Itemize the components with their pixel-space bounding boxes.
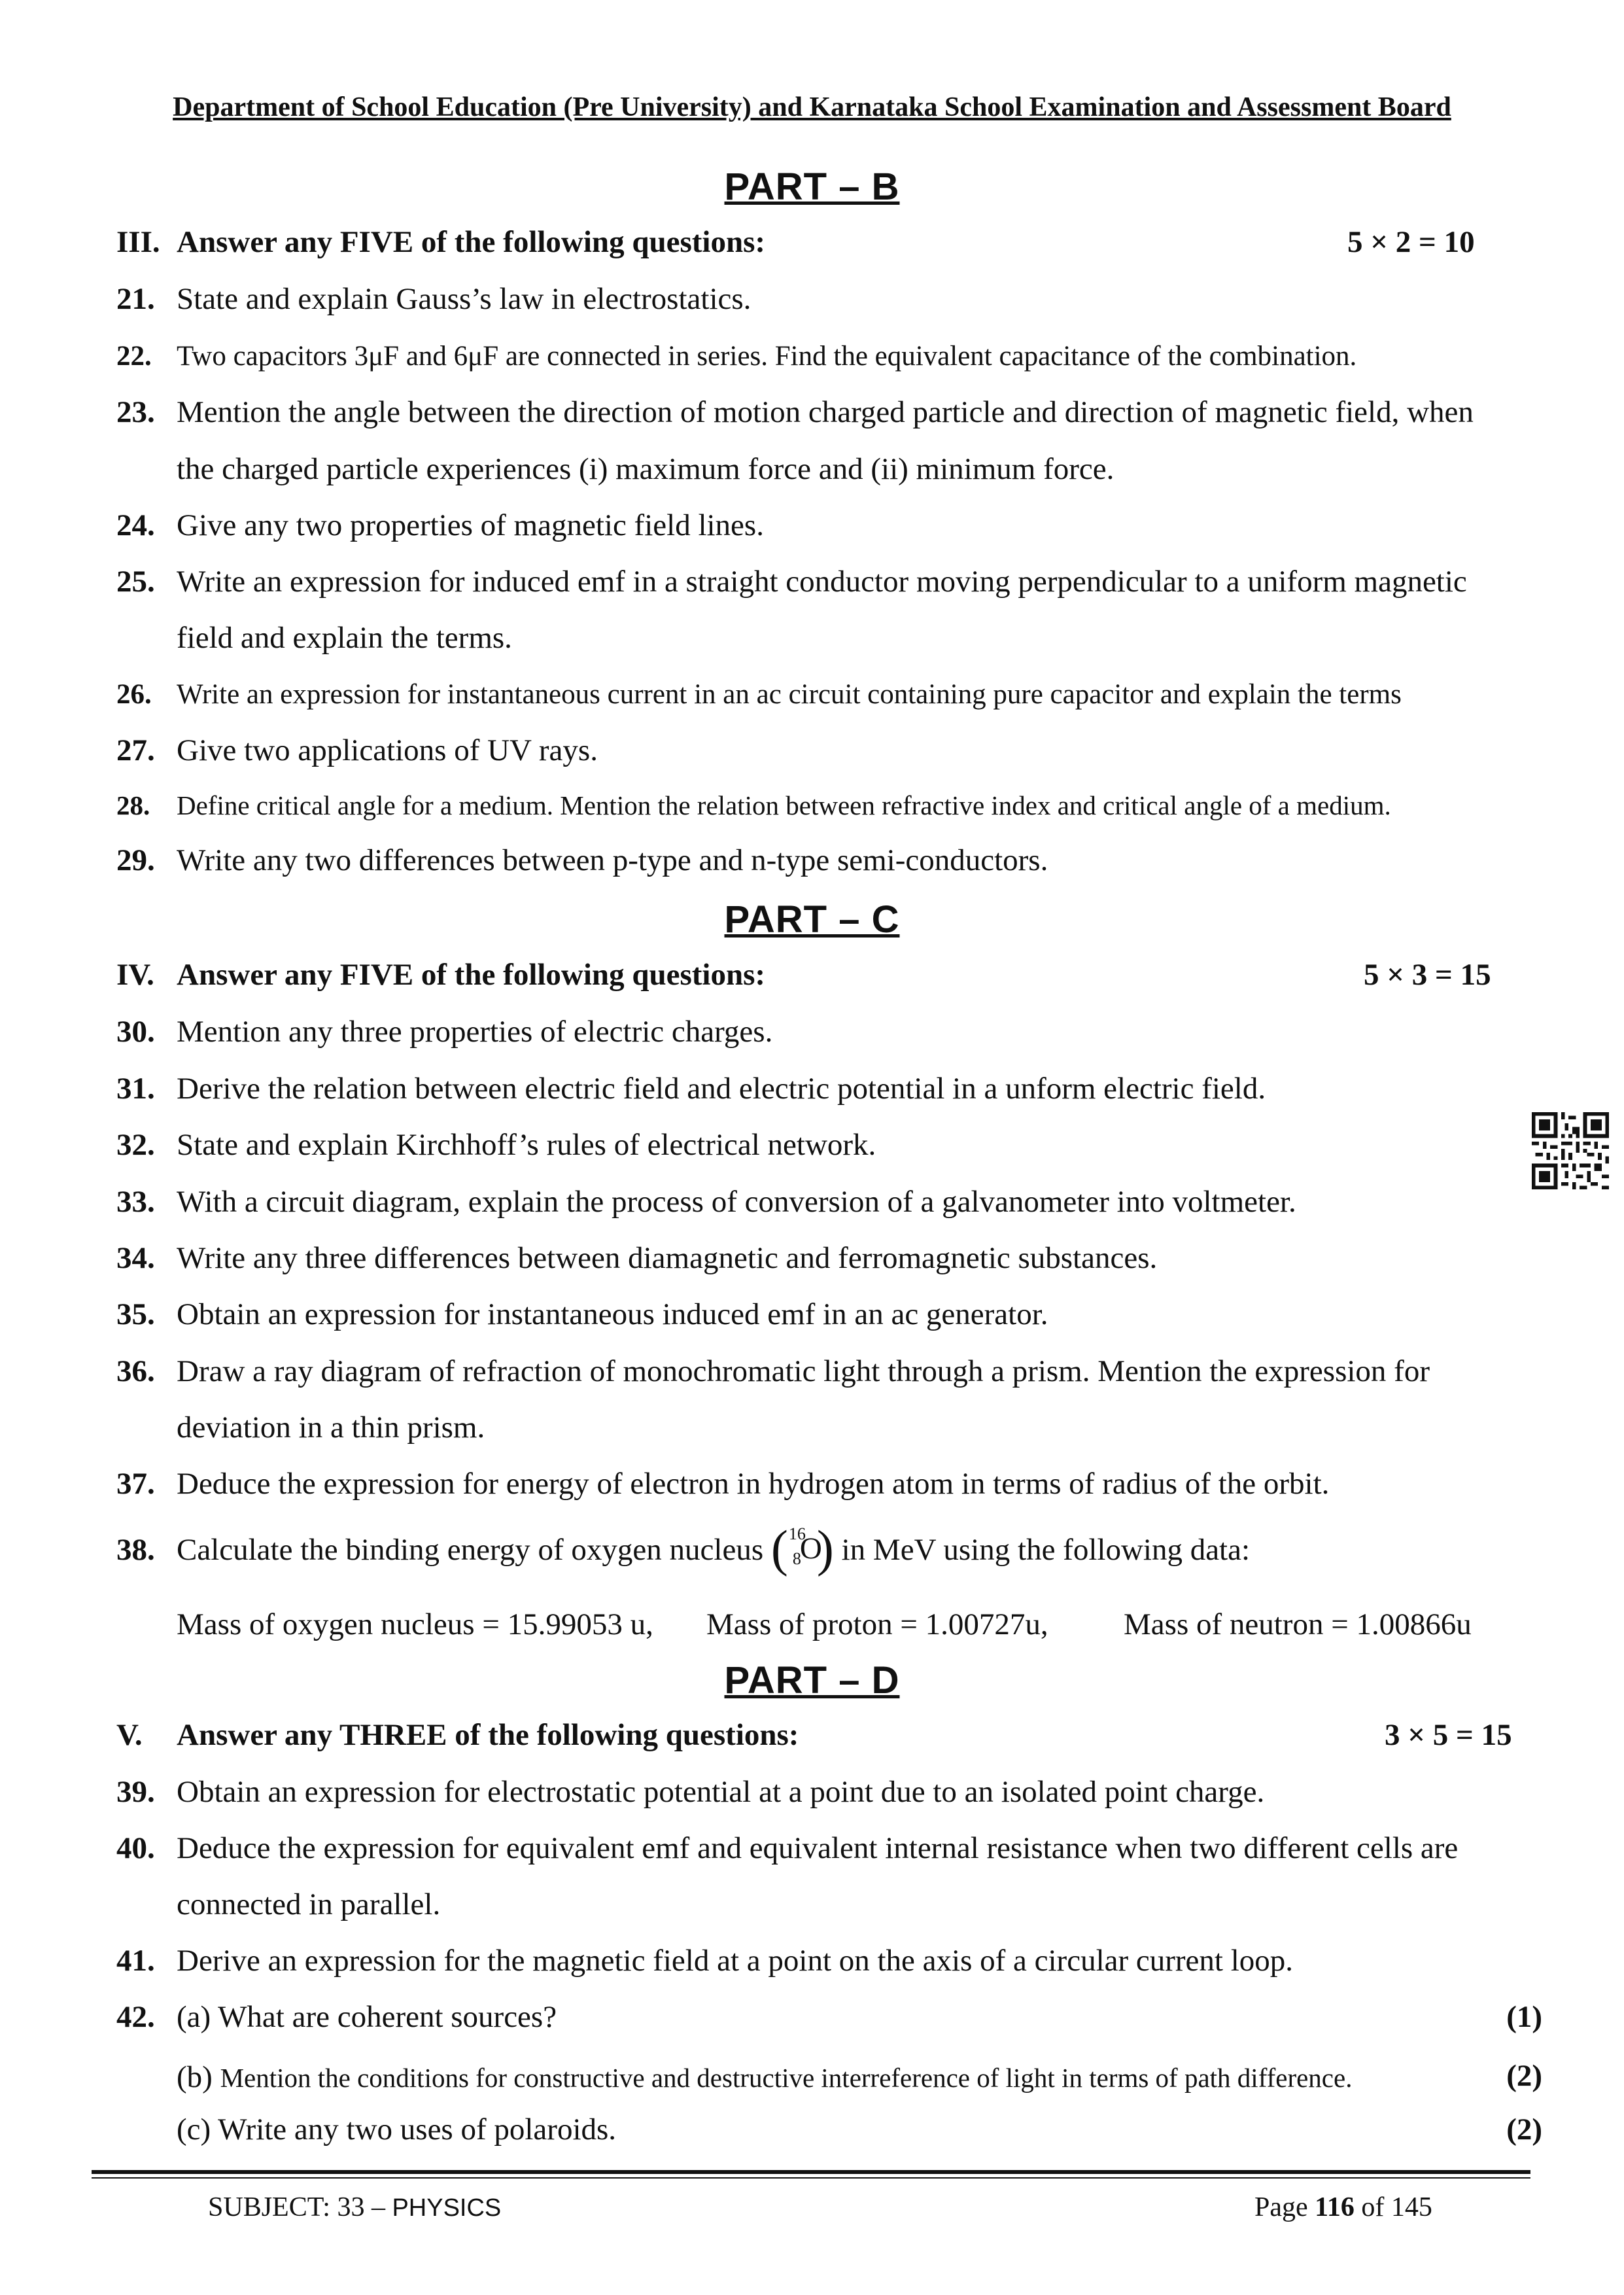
question-28: 28. Define critical angle for a medium. Mention the relation between refractive index and critical angle of a medium. <box>116 790 1391 820</box>
footer-divider-thin <box>92 2177 1530 2179</box>
part-d-title: PART – D <box>724 1659 900 1702</box>
board-header: Department of School Education (Pre University) and Karnataka School Examination and Assessment Board <box>173 92 1451 122</box>
part-b-marks: 5 × 2 = 10 <box>1347 225 1475 259</box>
footer-divider-thick <box>92 2170 1530 2174</box>
question-42b-marks: (2) <box>1506 2059 1542 2093</box>
part-c-title: PART – C <box>724 898 900 941</box>
question-25: 25. Write an expression for induced emf in a straight conductor moving perpendicular to a uniform magnetic <box>116 565 1467 599</box>
question-39: 39. Obtain an expression for electrostatic potential at a point due to an isolated point charge. <box>116 1775 1265 1809</box>
question-26: 26. Write an expression for instantaneous current in an ac circuit containing pure capacitor and explain the terms <box>116 679 1402 710</box>
question-22: 22. Two capacitors 3μF and 6μF are connected in series. Find the equivalent capacitance of the combination. <box>116 341 1357 372</box>
question-41: 41. Derive an expression for the magnetic field at a point on the axis of a circular current loop. <box>116 1944 1294 1978</box>
part-c-marks: 5 × 3 = 15 <box>1364 958 1491 992</box>
mass-neutron: Mass of neutron = 1.00866u <box>1124 1607 1472 1641</box>
question-23: 23. Mention the angle between the direction of motion charged particle and direction of magnetic field, when <box>116 395 1474 429</box>
footer-page-number: Page 116 of 145 <box>1254 2192 1432 2222</box>
question-40-line2: connected in parallel. <box>177 1887 441 1921</box>
question-42b: (b) Mention the conditions for constructive and destructive interreference of light in terms of path difference. <box>177 2060 1353 2094</box>
question-35: 35. Obtain an expression for instantaneous induced emf in an ac generator. <box>116 1297 1048 1331</box>
question-33: 33. With a circuit diagram, explain the process of conversion of a galvanometer into voltmeter. <box>116 1185 1296 1219</box>
question-21: 21. State and explain Gauss’s law in electrostatics. <box>116 282 752 316</box>
part-c-instruction <box>116 957 765 992</box>
question-30: 30. Mention any three properties of electric charges. <box>116 1015 773 1049</box>
question-27: 27. Give two applications of UV rays. <box>116 733 598 767</box>
section-label: V. <box>116 1718 143 1752</box>
part-b-instruction <box>116 224 765 260</box>
question-38: 38. Calculate the binding energy of oxygen nucleus ( 16 8 O ) in MeV using the following data: <box>116 1520 1251 1577</box>
question-37: 37. Deduce the expression for energy of electron in hydrogen atom in terms of radius of the orbit. <box>116 1467 1330 1501</box>
question-32: 32. State and explain Kirchhoff’s rules of electrical network. <box>116 1128 876 1162</box>
section-label: IV. <box>116 958 154 992</box>
question-40: 40. Deduce the expression for equivalent emf and equivalent internal resistance when two different cells are <box>116 1831 1459 1865</box>
question-36: 36. Draw a ray diagram of refraction of monochromatic light through a prism. Mention the expression for <box>116 1354 1430 1388</box>
question-42a: 42. (a) What are coherent sources? <box>116 2000 557 2034</box>
question-23-line2: the charged particle experiences (i) maximum force and (ii) minimum force. <box>177 452 1114 486</box>
mass-oxygen-nucleus: Mass of oxygen nucleus = 15.99053 u, <box>177 1607 653 1641</box>
question-42c: (c) Write any two uses of polaroids. <box>177 2112 617 2146</box>
question-29: 29. Write any two differences between p-type and n-type semi-conductors. <box>116 843 1048 877</box>
mass-proton: Mass of proton = 1.00727u, <box>706 1607 1048 1641</box>
section-label: III. <box>116 225 160 259</box>
qr-code-image <box>1532 1112 1609 1189</box>
part-b-title: PART – B <box>724 166 900 208</box>
oxygen-nucleus-notation: ( 16 8 O ) <box>770 1520 834 1577</box>
question-25-line2: field and explain the terms. <box>177 621 512 655</box>
question-36-line2: deviation in a thin prism. <box>177 1410 485 1445</box>
question-24: 24. Give any two properties of magnetic field lines. <box>116 508 764 542</box>
instruction-text: Answer any FIVE of the following questions: <box>177 225 766 259</box>
footer-subject: SUBJECT: 33 – PHYSICS <box>208 2192 502 2222</box>
instruction-text: Answer any THREE of the following questions: <box>177 1718 799 1752</box>
part-d-marks: 3 × 5 = 15 <box>1385 1718 1512 1752</box>
question-34: 34. Write any three differences between diamagnetic and ferromagnetic substances. <box>116 1241 1158 1275</box>
instruction-text: Answer any FIVE of the following questions: <box>177 958 766 992</box>
question-42c-marks: (2) <box>1506 2112 1542 2146</box>
part-d-instruction <box>116 1717 799 1753</box>
question-42a-marks: (1) <box>1506 2000 1542 2034</box>
question-31: 31. Derive the relation between electric field and electric potential in a unform electric field. <box>116 1072 1266 1106</box>
